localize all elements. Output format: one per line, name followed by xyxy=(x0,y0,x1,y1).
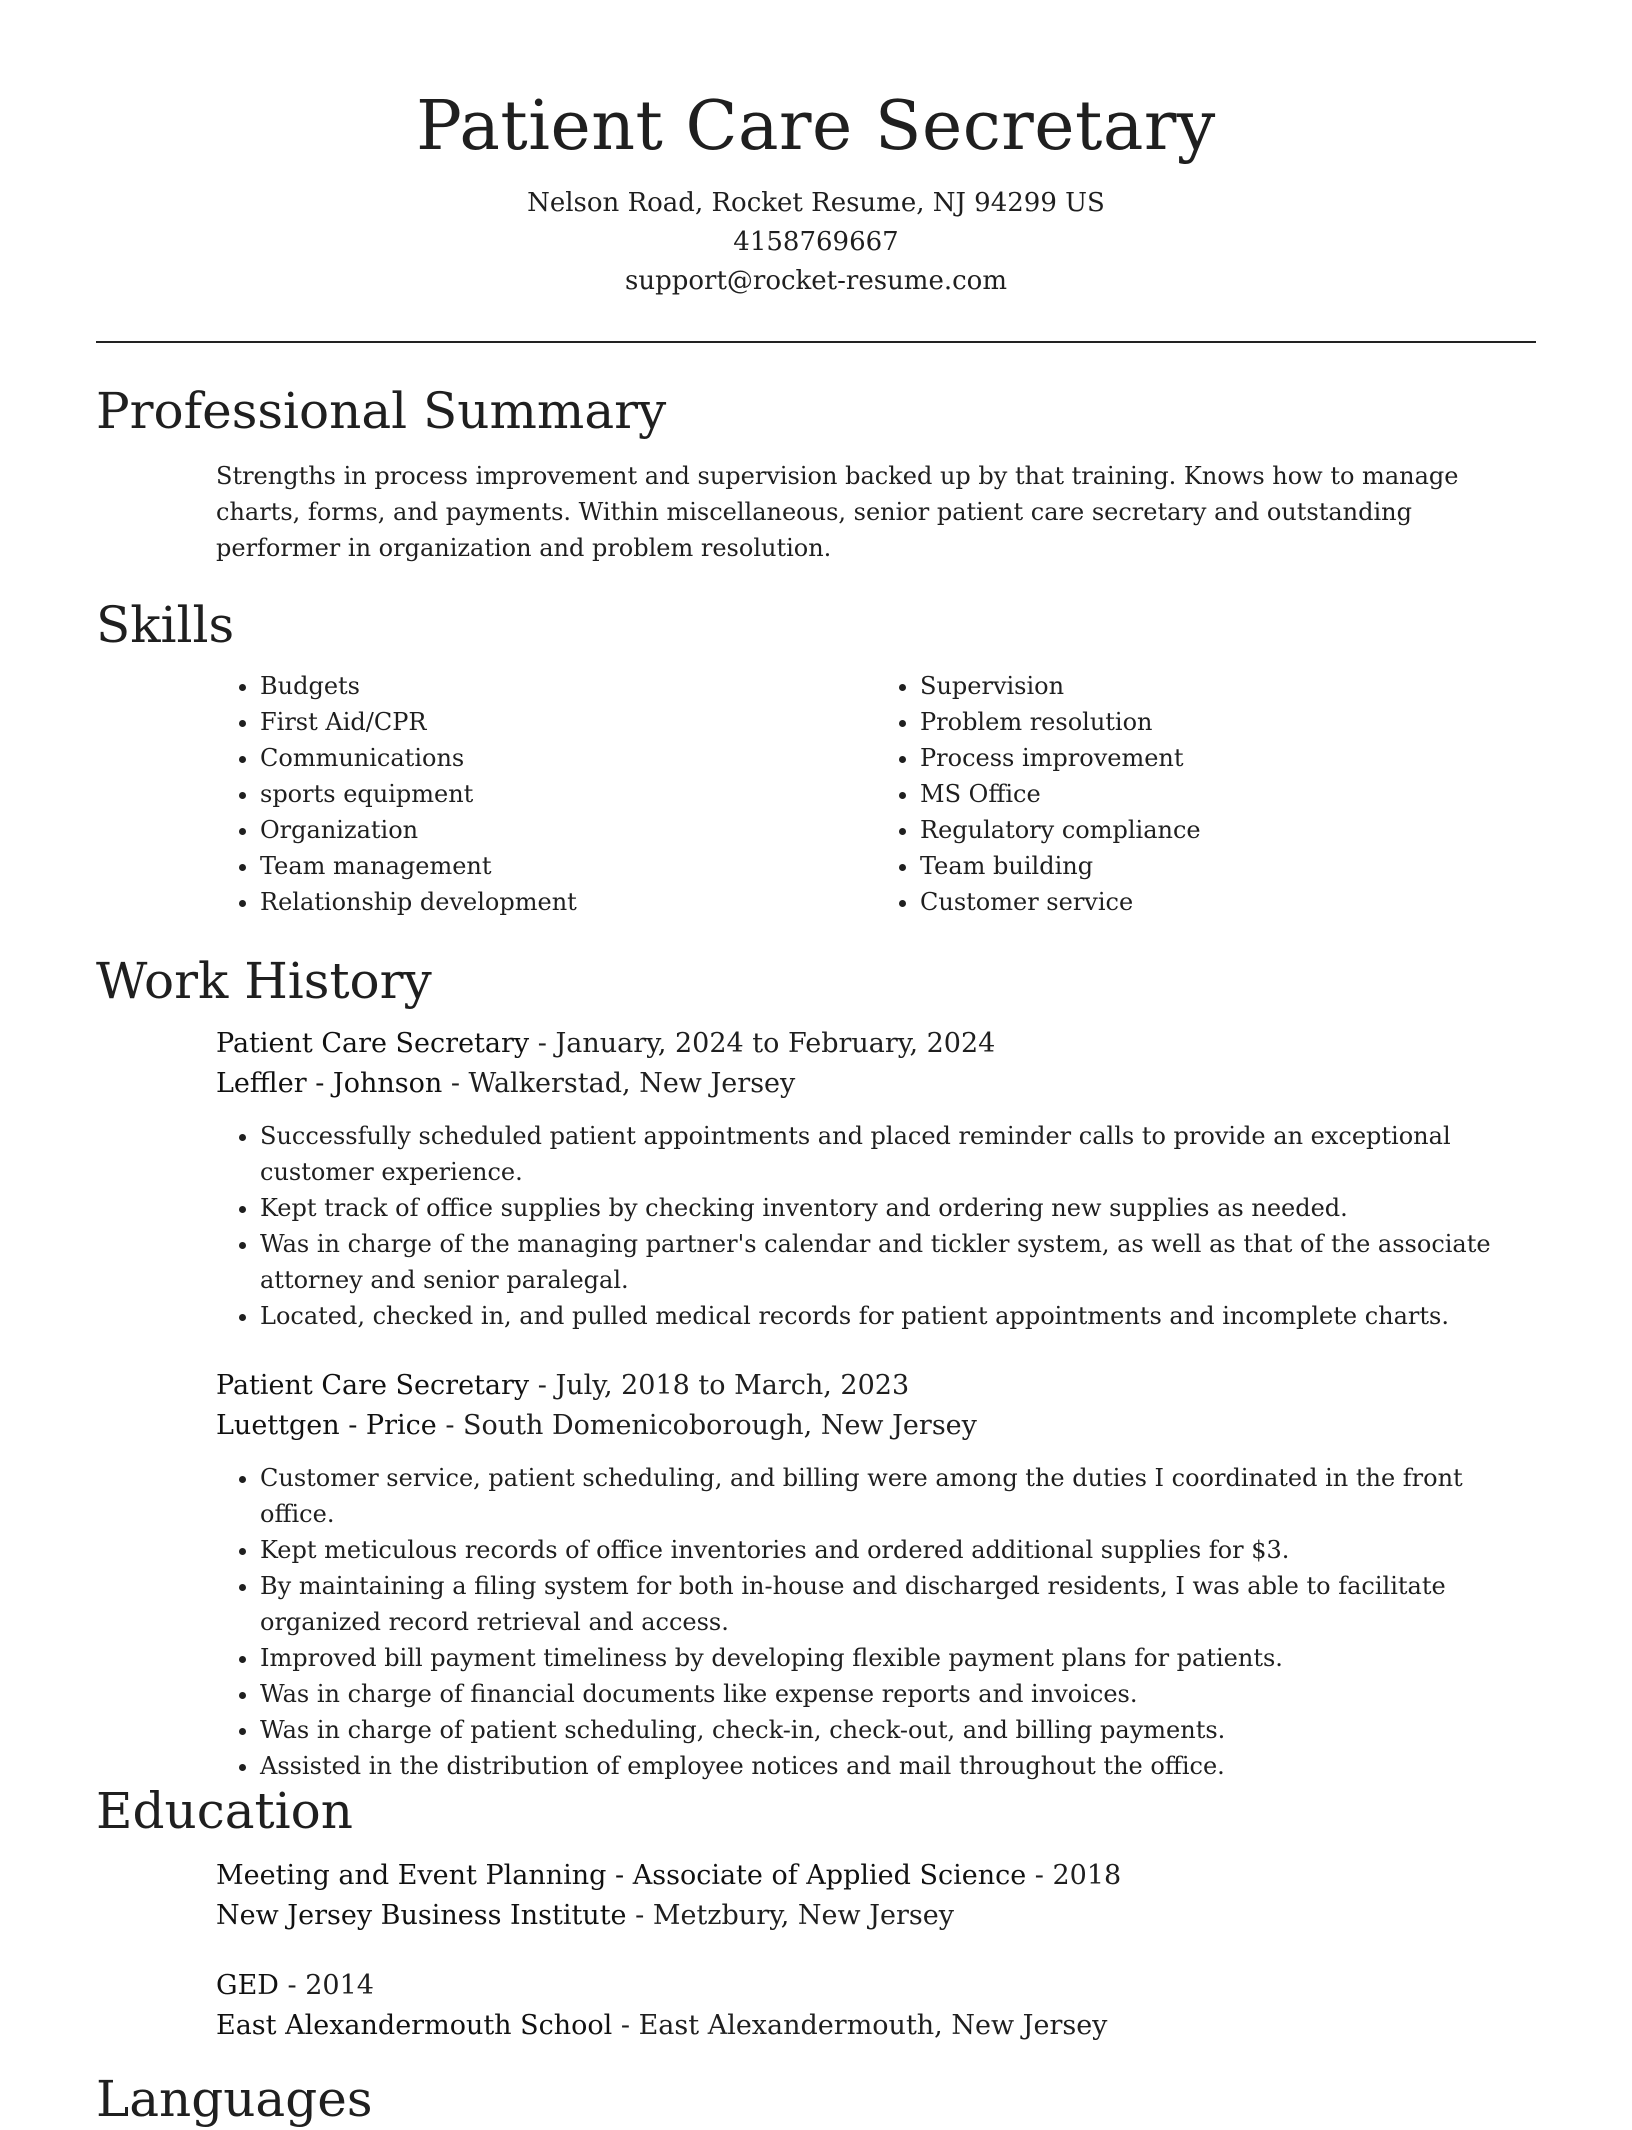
education-program-line xyxy=(216,1856,1536,1896)
education-program: Meeting and Event Planning - Associate of Applied Science xyxy=(216,1860,1027,1891)
education-location: - East Alexandermouth, New Jersey xyxy=(612,2010,1108,2041)
job-dates: - July, 2018 to March, 2023 xyxy=(529,1370,910,1401)
job-bullet: • Was in charge of financial documents like expense reports and invoices. xyxy=(260,1676,1536,1712)
job-bullets xyxy=(216,1460,1536,1784)
job-bullet: • Located, checked in, and pulled medical records for patient appointments and incomplete charts. xyxy=(260,1298,1536,1334)
job-bullet: • Was in charge of the managing partner's calendar and tickler system, as well as that of the associate attorney and senior paralegal. xyxy=(260,1226,1536,1298)
contact-address: Nelson Road, Rocket Resume, NJ 94299 US xyxy=(527,188,1105,218)
skill-item: • Process improvement xyxy=(920,740,1536,776)
job-employer-line xyxy=(216,1064,1536,1104)
job-employer: Luettgen - Price xyxy=(216,1410,437,1441)
skill-item: • Budgets xyxy=(260,668,876,704)
languages-section xyxy=(96,2068,1536,2130)
skill-item: • First Aid/CPR xyxy=(260,704,876,740)
education-year: - 2014 xyxy=(278,1970,374,2001)
education-school-line xyxy=(216,1896,1536,1936)
job-bullet: • By maintaining a filing system for both in-house and discharged residents, I was able to facilitate organized record retrieval and access. xyxy=(260,1568,1536,1640)
contact-info xyxy=(0,184,1632,301)
education-section xyxy=(96,1780,1536,2046)
education-program: GED xyxy=(216,1970,279,2001)
contact-email: support@rocket-resume.com xyxy=(624,266,1007,296)
skill-item: • Team management xyxy=(260,848,876,884)
job-bullets xyxy=(216,1118,1536,1334)
skill-item: • Communications xyxy=(260,740,876,776)
languages-title: Languages xyxy=(96,2070,373,2128)
education-location: - Metzbury, New Jersey xyxy=(626,1900,955,1931)
job-bullet: • Improved bill payment timeliness by developing flexible payment plans for patients. xyxy=(260,1640,1536,1676)
education-entry xyxy=(216,1856,1536,1936)
skill-item: • Problem resolution xyxy=(920,704,1536,740)
summary-text: Strengths in process improvement and supervision backed up by that training. Knows how to manage charts, forms, and payments. Within miscellaneous, senior patient care secretary and outstanding performer in organization and problem resolution. xyxy=(216,462,1459,562)
job-position: Patient Care Secretary xyxy=(216,1028,530,1059)
summary-title: Professional Summary xyxy=(96,382,667,440)
skill-item: • Relationship development xyxy=(260,884,876,920)
work-section xyxy=(96,950,1536,1784)
education-school: New Jersey Business Institute xyxy=(216,1900,627,1931)
job-entry xyxy=(216,1366,1536,1784)
job-bullet: • Kept track of office supplies by checking inventory and ordering new supplies as needed. xyxy=(260,1190,1536,1226)
work-title: Work History xyxy=(96,952,432,1010)
skills-columns xyxy=(216,668,1536,920)
job-title-line xyxy=(216,1366,1536,1406)
summary-body xyxy=(216,458,1536,566)
skill-item: • sports equipment xyxy=(260,776,876,812)
skill-item: • Regulatory compliance xyxy=(920,812,1536,848)
job-bullet: • Assisted in the distribution of employee notices and mail throughout the office. xyxy=(260,1748,1536,1784)
skill-item: • Team building xyxy=(920,848,1536,884)
job-employer-line xyxy=(216,1406,1536,1446)
contact-phone: 4158769667 xyxy=(733,227,899,257)
job-bullet: • Customer service, patient scheduling, and billing were among the duties I coordinated in the front office. xyxy=(260,1460,1536,1532)
job-bullet: • Was in charge of patient scheduling, check-in, check-out, and billing payments. xyxy=(260,1712,1536,1748)
skills-section xyxy=(96,594,1536,920)
education-program-line xyxy=(216,1966,1536,2006)
candidate-name: Patient Care Secretary xyxy=(416,87,1216,166)
job-location: - Walkerstad, New Jersey xyxy=(442,1068,796,1099)
job-employer: Leffler - Johnson xyxy=(216,1068,443,1099)
education-entry xyxy=(216,1966,1536,2046)
education-title: Education xyxy=(96,1782,353,1840)
summary-section xyxy=(96,380,1536,566)
job-dates: - January, 2024 to February, 2024 xyxy=(529,1028,996,1059)
education-school-line xyxy=(216,2006,1536,2046)
skills-list-left xyxy=(216,668,876,920)
job-position: Patient Care Secretary xyxy=(216,1370,530,1401)
header-divider xyxy=(96,341,1536,343)
job-bullet: • Kept meticulous records of office inventories and ordered additional supplies for $3. xyxy=(260,1532,1536,1568)
job-entry xyxy=(216,1024,1536,1334)
skill-item: • Organization xyxy=(260,812,876,848)
skill-item: • MS Office xyxy=(920,776,1536,812)
job-location: - South Domenicoborough, New Jersey xyxy=(436,1410,977,1441)
resume-header xyxy=(0,0,1632,301)
education-year: - 2018 xyxy=(1026,1860,1122,1891)
skill-item: • Customer service xyxy=(920,884,1536,920)
job-title-line xyxy=(216,1024,1536,1064)
job-bullet: • Successfully scheduled patient appointments and placed reminder calls to provide an exceptional customer experience. xyxy=(260,1118,1536,1190)
skills-list-right xyxy=(876,668,1536,920)
skill-item: • Supervision xyxy=(920,668,1536,704)
education-school: East Alexandermouth School xyxy=(216,2010,613,2041)
skills-title: Skills xyxy=(96,596,235,654)
